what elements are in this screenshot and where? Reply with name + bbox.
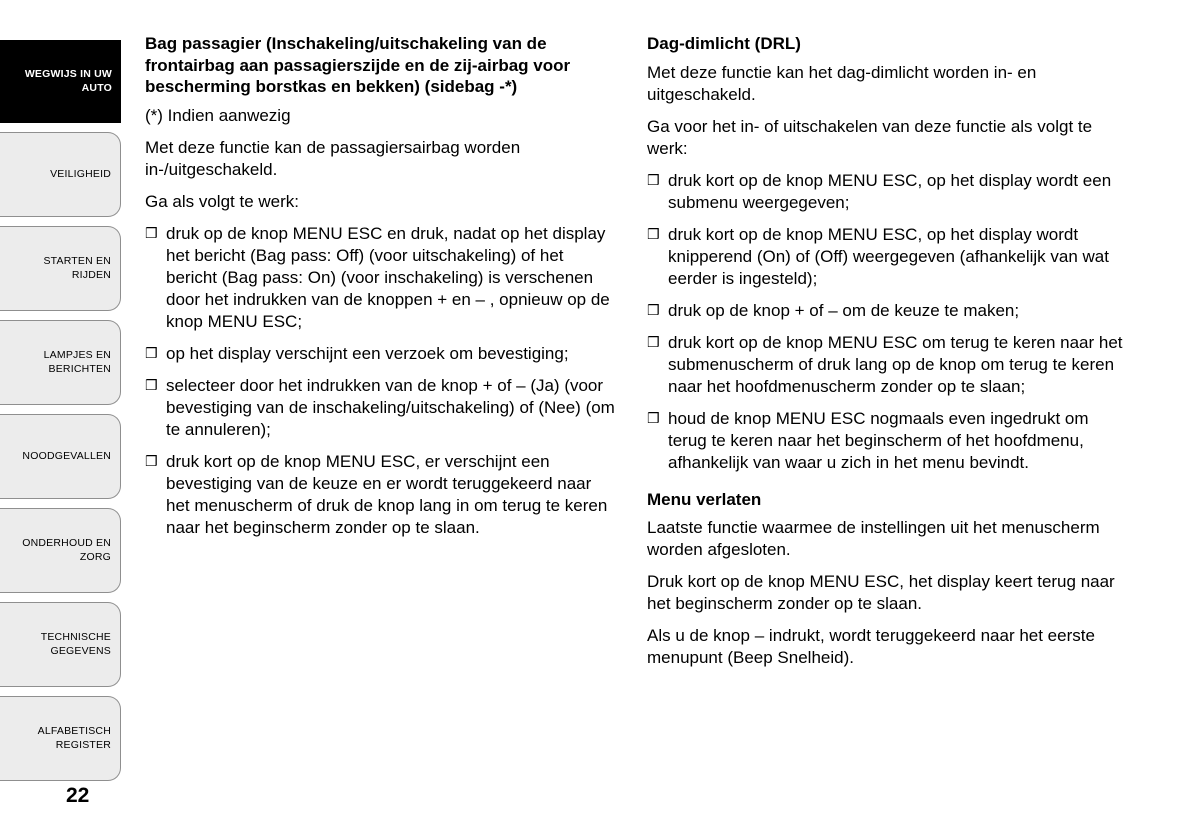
list-item: [647, 224, 1127, 290]
list-item: [647, 300, 1127, 322]
heading-menu-verlaten: Menu verlaten: [647, 489, 762, 509]
paragraph: Als u de knop – indrukt, wordt teruggekeerd naar het eerste menupunt (Beep Snelheid).: [647, 626, 1095, 667]
heading-dag-dimlicht: Dag-dimlicht (DRL): [647, 34, 801, 53]
sidebar-tab-noodgevallen[interactable]: NOODGEVALLEN: [0, 414, 121, 499]
sidebar-tab-technische-gegevens[interactable]: TECHNISCHE GEGEVENS: [0, 602, 121, 687]
section-dag-dimlicht: [647, 30, 1127, 679]
list-item: [647, 408, 1127, 474]
sidebar-tab-lampjes-en-berichten[interactable]: LAMPJES EN BERICHTEN: [0, 320, 121, 405]
bullet-square-icon: ❒: [647, 334, 660, 351]
list-item-text: druk kort op de knop MENU ESC om terug te keren naar het submenuscherm of druk lang op de knop om terug te keren naar het hoofdmenuscherm zonder op te slaan;: [668, 332, 1123, 396]
instruction-list: [647, 170, 1127, 474]
list-item-text: houd de knop MENU ESC nogmaals even ingedrukt om terug te keren naar het beginscherm of het hoofdmenu, afhankelijk van waar u zich in het menu bevindt.: [668, 408, 1089, 472]
list-item-text: op het display verschijnt een verzoek om bevestiging;: [166, 343, 569, 363]
heading-bag-passagier: Bag passagier (Inschakeling/uitschakeling van de frontairbag aan passagierszijde en de zij-airbag voor bescherming borstkas en bekken) (sidebag -*): [145, 34, 571, 96]
bullet-square-icon: ❒: [647, 172, 660, 189]
list-item: [647, 170, 1127, 214]
footnote-indien-aanwezig: (*) Indien aanwezig: [145, 105, 291, 125]
paragraph: Ga voor het in- of uitschakelen van deze functie als volgt te werk:: [647, 116, 1093, 158]
paragraph: Laatste functie waarmee de instellingen uit het menuscherm worden afgesloten.: [647, 518, 1100, 559]
sidebar-tab-wegwijs-in-uw-auto[interactable]: WEGWIJS IN UW AUTO: [0, 40, 121, 123]
bullet-square-icon: ❒: [647, 410, 660, 427]
bullet-square-icon: ❒: [145, 453, 158, 470]
list-item-text: druk kort op de knop MENU ESC, er verschijnt een bevestiging van de keuze en er wordt teruggekeerd naar het menuscherm of druk de knop lang in om terug te keren naar het beginscherm zonder op te slaan.: [166, 451, 608, 537]
list-item-text: druk op de knop MENU ESC en druk, nadat op het display het bericht (Bag pass: Off) (voor uitschakeling) of het bericht (Bag pass: On) (voor inschakeling) is verschenen door het indrukken van de knoppen + en – , opnieuw op de knop MENU ESC;: [166, 223, 610, 331]
instruction-list: [145, 223, 615, 539]
list-item-text: druk kort op de knop MENU ESC, op het display wordt knipperend (On) of (Off) weergegeven (afhankelijk van wat eerder is ingesteld);: [668, 224, 1109, 288]
sidebar-tab-starten-en-rijden[interactable]: STARTEN EN RIJDEN: [0, 226, 121, 311]
paragraph: Met deze functie kan het dag-dimlicht worden in- en uitgeschakeld.: [647, 62, 1037, 104]
list-item-text: selecteer door het indrukken van de knop + of – (Ja) (voor bevestiging van de inschakeling/uitschakeling) of (Nee) (om te annuleren);: [166, 375, 615, 439]
sidebar-tab-veiligheid[interactable]: VEILIGHEID: [0, 132, 121, 217]
list-item-text: druk op de knop + of – om de keuze te maken;: [668, 300, 1020, 320]
bullet-square-icon: ❒: [647, 226, 660, 243]
list-item: [145, 223, 615, 333]
page-number: 22: [66, 784, 90, 807]
paragraph: Ga als volgt te werk:: [145, 191, 300, 211]
paragraph: Druk kort op de knop MENU ESC, het display keert terug naar het beginscherm zonder op te slaan.: [647, 572, 1115, 613]
sidebar-index-tabs: [0, 40, 121, 790]
list-item: [145, 343, 615, 365]
sidebar-tab-onderhoud-en-zorg[interactable]: ONDERHOUD EN ZORG: [0, 508, 121, 593]
bullet-square-icon: ❒: [145, 225, 158, 242]
list-item: [145, 451, 615, 539]
bullet-square-icon: ❒: [145, 345, 158, 362]
bullet-square-icon: ❒: [145, 377, 158, 394]
bullet-square-icon: ❒: [647, 302, 660, 319]
list-item-text: druk kort op de knop MENU ESC, op het display wordt een submenu weergegeven;: [668, 170, 1112, 212]
section-bag-passagier: [145, 30, 615, 549]
list-item: [647, 332, 1127, 398]
paragraph: Met deze functie kan de passagiersairbag worden in-/uitgeschakeld.: [145, 137, 521, 179]
list-item: [145, 375, 615, 441]
sidebar-tab-alfabetisch-register[interactable]: ALFABETISCH REGISTER: [0, 696, 121, 781]
